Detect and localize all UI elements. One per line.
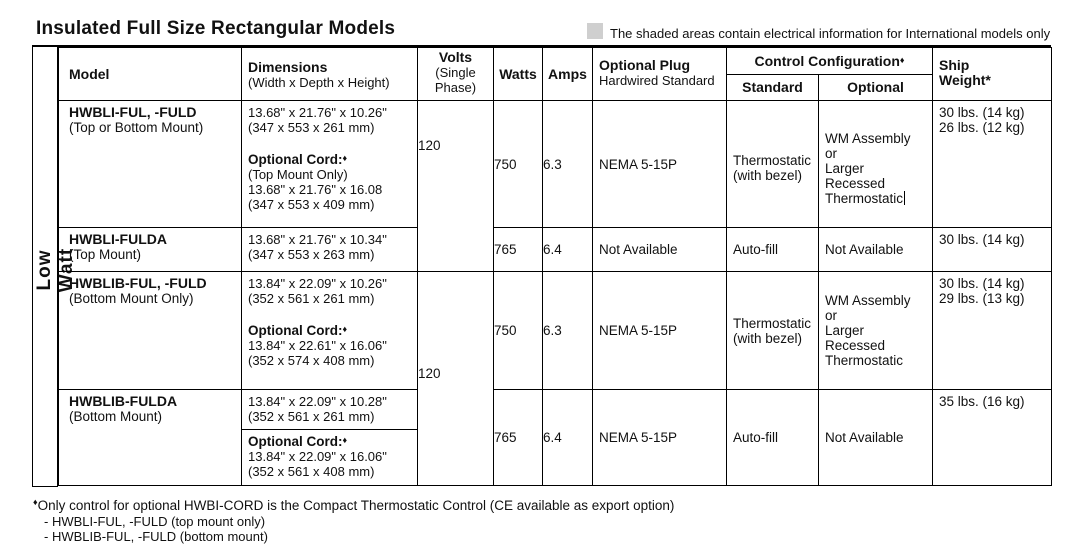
header-optional: Optional <box>819 75 933 101</box>
amps-cell: 6.4 <box>543 390 593 486</box>
plug-cell: NEMA 5-15P <box>593 390 727 486</box>
ship-weight-cell: 30 lbs. (14 kg) <box>933 228 1052 272</box>
model-cell: HWBLI-FULDA (Top Mount) <box>59 228 242 272</box>
footnote-item: - HWBLIB-FUL, -FULD (bottom mount) <box>44 529 268 544</box>
standard-control-cell: Auto-fill <box>727 228 819 272</box>
model-cell: HWBLIB-FUL, -FULD (Bottom Mount Only) <box>59 272 242 390</box>
standard-control-cell: Thermostatic (with bezel) <box>727 101 819 228</box>
watts-cell: 765 <box>494 390 543 486</box>
optional-control-cell: Not Available <box>819 228 933 272</box>
dimensions-cell: 13.84" x 22.09" x 10.28" (352 x 561 x 261 mm) Optional Cord:♦ 13.84" x 22.09" x 16.06" (352 x 561 x 408 mm) <box>242 390 418 486</box>
amps-cell: 6.4 <box>543 228 593 272</box>
watts-cell: 765 <box>494 228 543 272</box>
shaded-legend-swatch <box>587 23 603 39</box>
amps-cell: 6.3 <box>543 101 593 228</box>
watts-cell: 750 <box>494 272 543 390</box>
ship-weight-cell: 35 lbs. (16 kg) <box>933 390 1052 486</box>
standard-control-cell: Auto-fill <box>727 390 819 486</box>
standard-control-cell: Thermostatic (with bezel) <box>727 272 819 390</box>
optional-control-cell: Not Available <box>819 390 933 486</box>
header-watts: Watts <box>494 48 543 101</box>
header-plug: Optional Plug Hardwired Standard <box>593 48 727 101</box>
header-dimensions: Dimensions (Width x Depth x Height) <box>242 48 418 101</box>
shading-note: The shaded areas contain electrical information for International models only <box>610 26 1051 41</box>
footnote-item: - HWBLI-FUL, -FULD (top mount only) <box>44 514 266 529</box>
dimensions-cell: 13.68" x 21.76" x 10.34" (347 x 553 x 263 mm) <box>242 228 418 272</box>
text-cursor <box>904 191 905 205</box>
plug-cell: NEMA 5-15P <box>593 272 727 390</box>
specs-table <box>58 47 1052 486</box>
ship-weight-cell: 30 lbs. (14 kg) 26 lbs. (12 kg) <box>933 101 1052 228</box>
volts-cell: 120 <box>418 101 494 272</box>
header-control: Control Configuration♦ <box>727 48 933 75</box>
dimensions-cell: 13.84" x 22.09" x 10.26" (352 x 561 x 261 mm) Optional Cord:♦ 13.84" x 22.61" x 16.06" (352 x 574 x 408 mm) <box>242 272 418 390</box>
amps-cell: 6.3 <box>543 272 593 390</box>
plug-cell: NEMA 5-15P <box>593 101 727 228</box>
table-row <box>59 101 1052 228</box>
table-row <box>59 272 1052 390</box>
optional-control-cell: WM Assembly or Larger Recessed Thermostatic <box>819 101 933 228</box>
header-amps: Amps <box>543 48 593 101</box>
footnote-mark: ♦ <box>33 497 38 507</box>
header-standard: Standard <box>727 75 819 101</box>
table-row <box>59 390 1052 486</box>
header-ship: Ship Weight* <box>933 48 1052 101</box>
header-row-top <box>59 48 1052 75</box>
header-model: Model <box>59 48 242 101</box>
optional-control-cell: WM Assembly or Larger Recessed Thermostatic <box>819 272 933 390</box>
ship-weight-cell: 30 lbs. (14 kg) 29 lbs. (13 kg) <box>933 272 1052 390</box>
table-row <box>59 228 1052 272</box>
footnote: ♦Only control for optional HWBI-CORD is the Compact Thermostatic Control (CE available as export option) <box>33 497 675 513</box>
plug-cell: Not Available <box>593 228 727 272</box>
page-title: Insulated Full Size Rectangular Models <box>36 18 396 39</box>
watts-cell: 750 <box>494 101 543 228</box>
dimensions-cell: 13.68" x 21.76" x 10.26" (347 x 553 x 261 mm) Optional Cord:♦ (Top Mount Only) 13.68" x 21.76" x 16.08 (347 x 553 x 409 mm) <box>242 101 418 228</box>
model-cell: HWBLIB-FULDA (Bottom Mount) <box>59 390 242 486</box>
header-volts: Volts (Single Phase) <box>418 48 494 101</box>
model-cell: HWBLI-FUL, -FULD (Top or Bottom Mount) <box>59 101 242 228</box>
side-label: Low Watt <box>34 247 77 293</box>
volts-cell: 120 <box>418 272 494 486</box>
